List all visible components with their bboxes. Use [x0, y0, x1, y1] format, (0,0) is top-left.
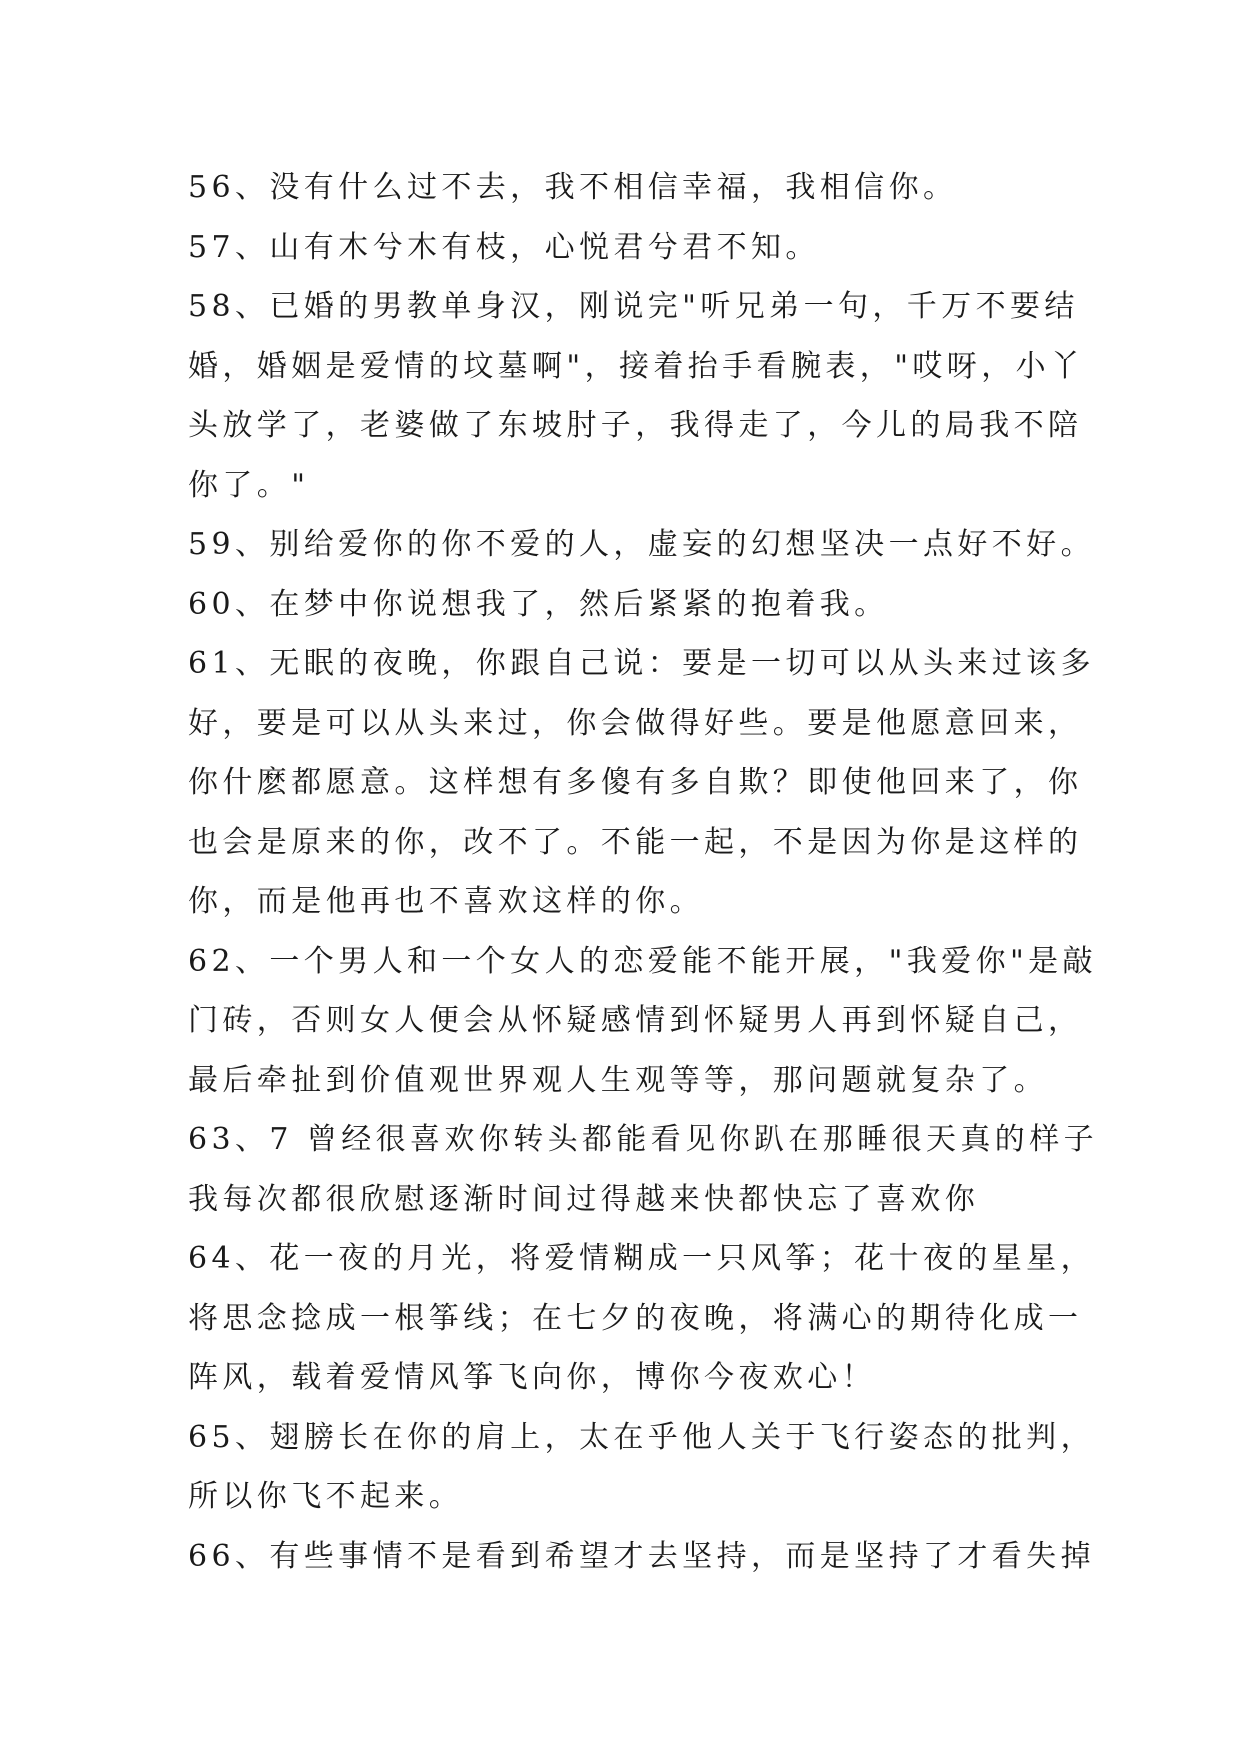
- text-line: 最后牵扯到价值观世界观人生观等等，那问题就复杂了。: [188, 1062, 1048, 1098]
- text-line: 阵风，载着爱情风筝飞向你，博你今夜欢心！: [188, 1360, 876, 1395]
- text-line: 59、别给爱你的你不爱的人，虚妄的幻想坚决一点好不好。: [188, 527, 1095, 562]
- text-line: 婚，婚姻是爱情的坟墓啊"，接着抬手看腕表，"哎呀，小丫: [188, 348, 1085, 384]
- text-line: 64、花一夜的月光，将爱情糊成一只风筝；花十夜的星星，: [188, 1241, 1095, 1276]
- text-line: 你了。": [188, 467, 310, 503]
- text-line: 所以你飞不起来。: [188, 1479, 464, 1514]
- text-line: 门砖，否则女人便会从怀疑感情到怀疑男人再到怀疑自己，: [188, 1003, 1083, 1038]
- text-line: 58、已婚的男教单身汉，刚说完"听兄弟一句，千万不要结: [188, 289, 1079, 324]
- text-line: 63、7 曾经很喜欢你转头都能看见你趴在那睡很天真的样子: [188, 1122, 1098, 1157]
- text-line: 我每次都很欣慰逐渐时间过得越来快都快忘了喜欢你: [188, 1181, 980, 1217]
- text-line: 你，而是他再也不喜欢这样的你。: [188, 884, 704, 919]
- text-line: 57、山有木兮木有枝，心悦君兮君不知。: [188, 229, 820, 265]
- text-line: 62、一个男人和一个女人的恋爱能不能开展，"我爱你"是敲: [188, 943, 1097, 979]
- text-line: 60、在梦中你说想我了，然后紧紧的抱着我。: [188, 586, 889, 622]
- text-line: 56、没有什么过不去，我不相信幸福，我相信你。: [188, 170, 958, 205]
- text-line: 61、无眠的夜晚，你跟自己说：要是一切可以从头来过该多: [188, 646, 1095, 681]
- text-line: 好，要是可以从头来过，你会做得好些。要是他愿意回来，: [188, 705, 1083, 741]
- text-line: 头放学了，老婆做了东坡肘子，我得走了，今儿的局我不陪: [188, 408, 1083, 443]
- text-line: 也会是原来的你，改不了。不能一起，不是因为你是这样的: [188, 824, 1083, 860]
- text-line: 将思念捻成一根筝线；在七夕的夜晚，将满心的期待化成一: [188, 1300, 1083, 1336]
- text-line: 你什麽都愿意。这样想有多傻有多自欺？即使他回来了，你: [188, 765, 1083, 800]
- text-line: 65、翅膀长在你的肩上，太在乎他人关于飞行姿态的批判，: [188, 1419, 1095, 1455]
- text-line: 66、有些事情不是看到希望才去坚持，而是坚持了才看失掉: [188, 1538, 1095, 1574]
- body-text: [188, 158, 1098, 1586]
